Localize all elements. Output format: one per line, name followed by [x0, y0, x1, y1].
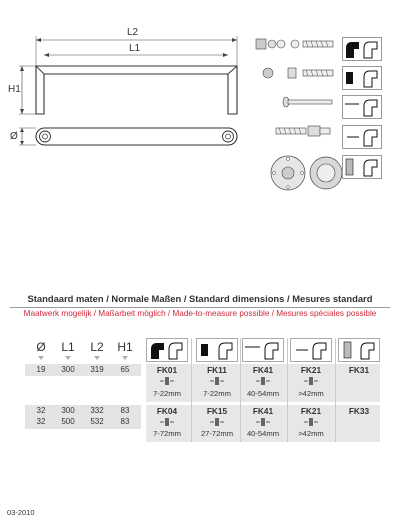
fixing-range: 7-22mm — [153, 389, 181, 398]
header-icon-fk21 — [290, 338, 332, 362]
thickness-range-icon — [160, 417, 174, 427]
fixing-code: FK33 — [348, 406, 370, 416]
fixing-kit-4-illustration — [276, 126, 330, 136]
table-cell: 319 — [90, 365, 104, 374]
label-diameter: Ø — [10, 131, 18, 142]
label-l2: L2 — [127, 27, 139, 38]
label-h1: H1 — [8, 84, 21, 95]
fixing-range: 7-22mm — [203, 389, 231, 398]
col-header-h1: H1 — [117, 340, 133, 354]
document-date-code: 03-2010 — [7, 508, 35, 517]
fixing-range: 40-54mm — [246, 389, 280, 398]
col-header-l1: L1 — [61, 340, 75, 354]
table-cell: 32 — [36, 406, 46, 415]
table-cell: 300 — [61, 365, 75, 374]
header-icon-fk31 — [338, 338, 380, 362]
thickness-range-icon — [256, 417, 270, 427]
table-cell: 65 — [120, 365, 130, 374]
table-cell: 19 — [36, 365, 46, 374]
mount-icon-fk41 — [342, 95, 382, 119]
col-header-l2: L2 — [90, 340, 104, 354]
fixing-range: >42mm — [298, 429, 324, 438]
fixing-illustrations — [248, 28, 396, 203]
fixing-kit-3-illustration — [283, 97, 332, 107]
header-icon-fk11 — [196, 338, 238, 362]
sort-arrow-icon — [122, 356, 128, 360]
fixing-range: >42mm — [298, 389, 324, 398]
table-cell: 500 — [61, 417, 75, 426]
fixing-code: FK41 — [252, 365, 274, 375]
fixing-code: FK01 — [156, 365, 178, 375]
fixing-range: 7-72mm — [153, 429, 181, 438]
fixing-code: FK21 — [300, 365, 322, 375]
fixing-kit-2-illustration — [263, 68, 333, 78]
fixing-range: 27-72mm — [200, 429, 234, 438]
column-divider — [240, 338, 241, 442]
header-icon-fk41 — [242, 338, 284, 362]
table-cell: 83 — [120, 417, 130, 426]
table-cell: 300 — [61, 406, 75, 415]
table-cell: 532 — [90, 417, 104, 426]
fixing-code: FK15 — [206, 406, 228, 416]
fixing-code: FK31 — [348, 365, 370, 375]
thickness-range-icon — [304, 417, 318, 427]
table-cell: 332 — [90, 406, 104, 415]
fixing-code: FK11 — [207, 365, 227, 375]
mount-icon-fk21 — [342, 125, 382, 149]
handle-drawing — [0, 0, 245, 170]
sort-arrow-icon — [65, 356, 71, 360]
label-l1: L1 — [129, 43, 141, 54]
fixing-kit-1-illustration — [256, 39, 333, 49]
sort-arrow-icon — [94, 356, 100, 360]
mount-icon-fk01 — [342, 37, 382, 61]
column-divider — [287, 338, 288, 442]
thickness-range-icon — [210, 376, 224, 386]
col-header-diameter: Ø — [36, 340, 46, 354]
mount-icon-fk11 — [342, 66, 382, 90]
fixing-code: FK41 — [252, 406, 274, 416]
sort-arrow-icon — [38, 356, 44, 360]
table-cell: 83 — [120, 406, 130, 415]
fixing-code: FK21 — [300, 406, 322, 416]
thickness-range-icon — [304, 376, 318, 386]
fixing-code: FK04 — [156, 406, 178, 416]
heading-divider — [10, 307, 390, 308]
mount-icon-fk31 — [342, 155, 382, 179]
thickness-range-icon — [160, 376, 174, 386]
thickness-range-icon — [210, 417, 224, 427]
header-icon-fk01 — [146, 338, 188, 362]
standard-dimensions-heading: Standaard maten / Normale Maßen / Standard dimensions / Mesures standard — [27, 293, 373, 304]
dimensions-table — [0, 330, 400, 510]
column-divider — [191, 338, 192, 442]
thickness-range-icon — [256, 376, 270, 386]
column-divider — [335, 338, 336, 442]
fixing-range: 40-54mm — [246, 429, 280, 438]
fixing-kit-5-illustration — [271, 156, 342, 190]
table-cell: 32 — [36, 417, 46, 426]
made-to-measure-note: Maatwerk mogelijk / Maßarbeit möglich / Made-to-measure possible / Mesures spéciales possible — [23, 309, 377, 318]
